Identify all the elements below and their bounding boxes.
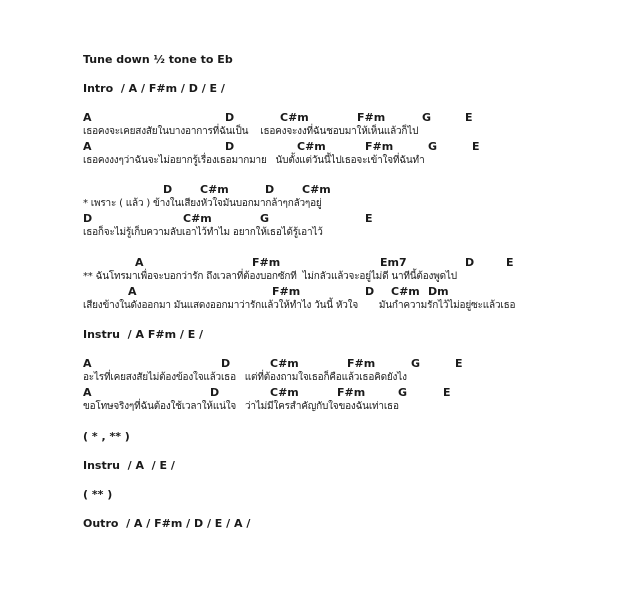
chord: Em7 (380, 256, 407, 269)
chord: E (365, 212, 373, 225)
chord: C#m (297, 140, 326, 153)
chord: C#m (302, 183, 331, 196)
instru-line: Instru / A / E / (83, 459, 175, 472)
chord: E (506, 256, 514, 269)
chord: G (398, 386, 408, 399)
chord: C#m (200, 183, 229, 196)
chord: A (83, 357, 92, 370)
chord: F#m (357, 111, 386, 124)
chord: D (163, 183, 173, 196)
chord: D (465, 256, 475, 269)
chord: A (135, 256, 144, 269)
lyric-line: เธอคงจะเคยสงสัยในบางอาการที่ฉันเป็น เธอคงจะงงที่ฉันชอบมาให้เห็นแล้วก็ไป (83, 126, 419, 137)
instru-line: Instru / A F#m / E / (83, 328, 204, 341)
lyric-line: * เพราะ ( แล้ว ) ข้างในเสียงหัวใจมันบอกมากล้าๆกลัวๆอยู่ (83, 198, 322, 209)
chord: F#m (365, 140, 394, 153)
lyric-line: ขอโทษจริงๆที่ฉันต้องใช้เวลาให้แน่ใจ ว่าไม่มีใครสำคัญกับใจของฉันเท่าเธอ (83, 401, 399, 412)
chord: D (225, 111, 235, 124)
chord: C#m (270, 386, 299, 399)
lyric-line: เธอคงงงๆว่าฉันจะไม่อยากรู้เรื่องเธอมากมาย นับตั้งแต่วันนี้ไปเธอจะเข้าใจที่ฉันทำ (83, 155, 425, 166)
tuning-note: Tune down ½ tone to Eb (83, 53, 233, 66)
chord: C#m (183, 212, 212, 225)
chord: E (465, 111, 473, 124)
chord: Dm (428, 285, 449, 298)
chord: F#m (337, 386, 366, 399)
chord: G (428, 140, 438, 153)
chord: D (365, 285, 375, 298)
chord: A (83, 111, 92, 124)
repeat-note: ( ** ) (83, 488, 113, 501)
chord: A (83, 386, 92, 399)
chord: C#m (391, 285, 420, 298)
chord: D (225, 140, 235, 153)
repeat-note: ( * , ** ) (83, 430, 130, 443)
chord: G (260, 212, 270, 225)
chord: E (472, 140, 480, 153)
chord: A (128, 285, 137, 298)
chord: F#m (272, 285, 301, 298)
chord: D (210, 386, 220, 399)
chord: E (455, 357, 463, 370)
chord: D (83, 212, 93, 225)
chord: D (221, 357, 231, 370)
chord: G (422, 111, 432, 124)
intro-line: Intro / A / F#m / D / E / (83, 82, 225, 95)
chord: G (411, 357, 421, 370)
chord: A (83, 140, 92, 153)
lyric-line: ** ฉันโทรมาเพื่อจะบอกว่ารัก ถึงเวลาที่ต้องบอกซักที ไม่กลัวแล้วจะอยู่ไม่ดี นาทีนี้ต้องพูดไป (83, 271, 457, 282)
lyric-line: อะไรที่เคยสงสัยไม่ต้องข้องใจแล้วเธอ แต่ที่ต้องถามใจเธอก็คือแล้วเธอคิดยังไง (83, 372, 407, 383)
chord: C#m (270, 357, 299, 370)
chord: F#m (347, 357, 376, 370)
chord: F#m (252, 256, 281, 269)
lyric-line: เธอก็จะไม่รู้เก็บความลับเอาไว้ทำไม อยากให้เธอได้รู้เอาไว้ (83, 227, 323, 238)
chord: D (265, 183, 275, 196)
chord: E (443, 386, 451, 399)
lyric-line: เสียงข้างในดังออกมา มันแสดงออกมาว่ารักแล้วให้ทำไง วันนี้ หัวใจ มันกำความรักไว้ไม่อยู่ซะแล้วเธอ (83, 300, 516, 311)
outro-line: Outro / A / F#m / D / E / A / (83, 517, 251, 530)
chord: C#m (280, 111, 309, 124)
